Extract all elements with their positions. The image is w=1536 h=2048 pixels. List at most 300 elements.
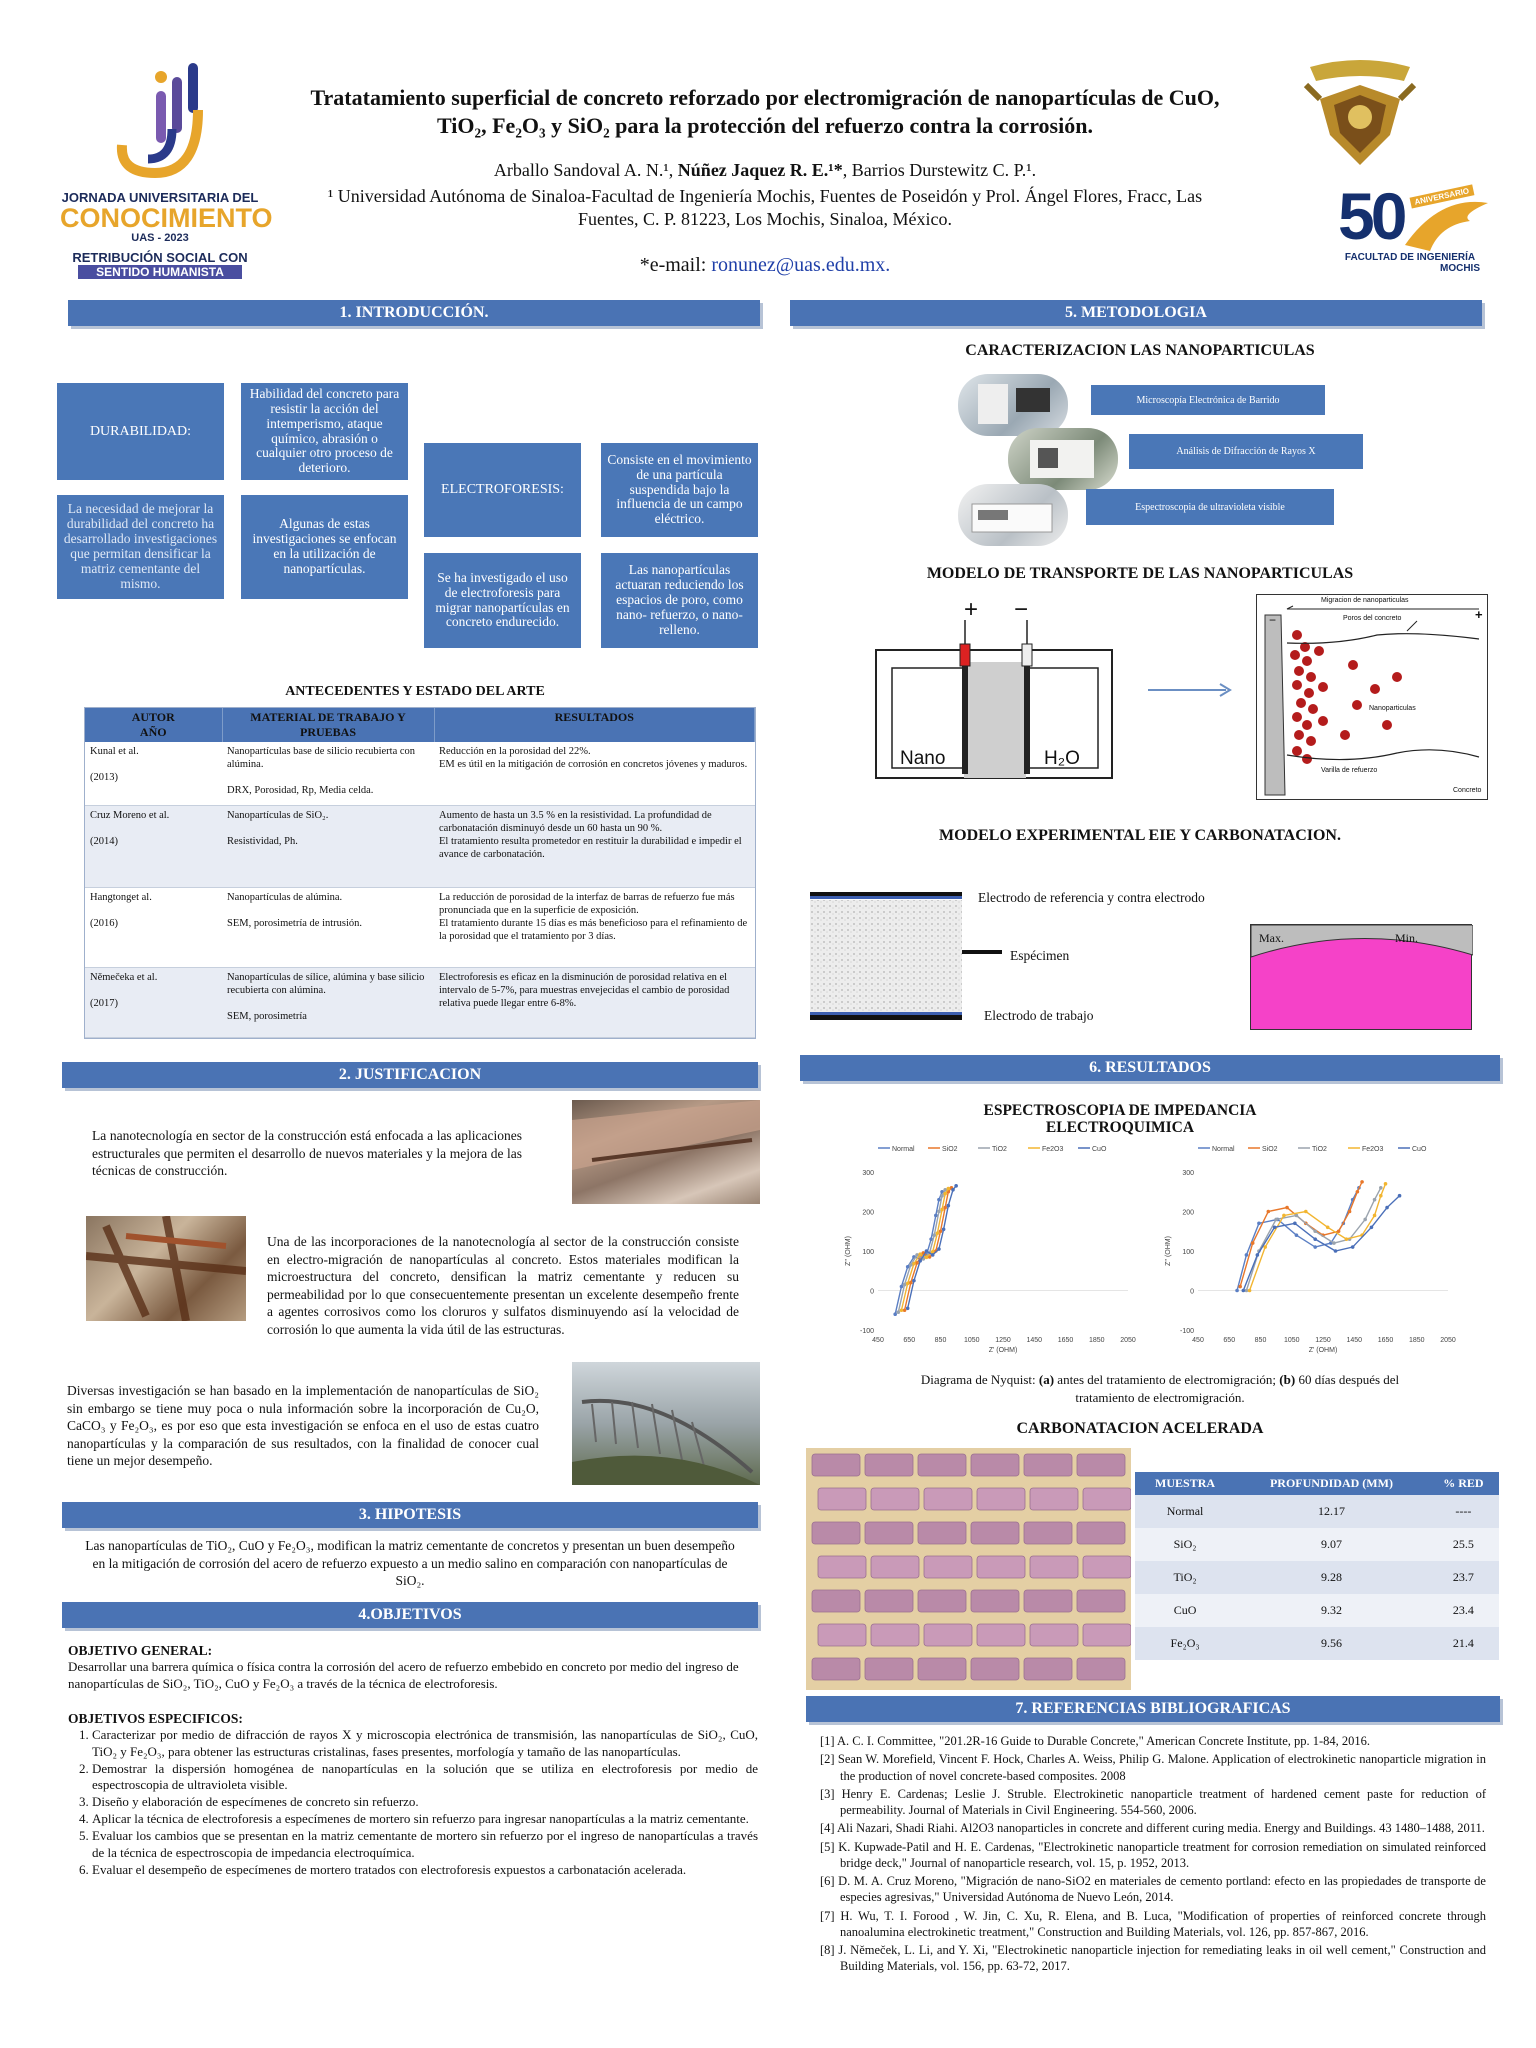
table-row bbox=[1135, 1561, 1499, 1594]
cell: Nanopartículas de SiO₂. Resistividad, Ph. bbox=[222, 805, 434, 887]
faculty-line2: MOCHIS bbox=[1440, 262, 1480, 274]
series-point bbox=[954, 1184, 958, 1188]
y-axis-label: Z'' (OHM) bbox=[1165, 1236, 1172, 1266]
beam-photo-icon bbox=[572, 1100, 760, 1204]
sample-block bbox=[924, 1488, 972, 1510]
cell: Hangtonget al. (2016) bbox=[85, 887, 222, 967]
y-axis-label: Z'' (OHM) bbox=[845, 1236, 852, 1266]
list-item: 5. Evaluar los cambios que se presentan en la matriz cementante de mortero sin refuerzo por el ingreso de nanopartículas a través de la técnica de espectroscopia de impedancia electroquímica. bbox=[92, 1828, 758, 1862]
x-tick-label: 1450 bbox=[1026, 1337, 1043, 1344]
railing-photo-icon bbox=[572, 1362, 760, 1485]
y-tick-label: 100 bbox=[1182, 1249, 1194, 1256]
objetivo-general-title: OBJETIVO GENERAL: bbox=[68, 1643, 213, 1658]
nanoparticle-zoom-diagram bbox=[1256, 594, 1488, 800]
sem-microscope-photo bbox=[958, 374, 1068, 436]
actuaron-box: Las nanopartículas actuaran reduciendo los espacios de poro, como nano- refuerzo, o nano-relleno. bbox=[601, 553, 758, 648]
sample-block bbox=[924, 1624, 972, 1646]
jornada-line3: UAS - 2023 bbox=[131, 232, 189, 244]
sample-block bbox=[1077, 1522, 1125, 1544]
series-point bbox=[1238, 1285, 1242, 1289]
sample-block bbox=[1077, 1658, 1125, 1680]
nyquist-caption bbox=[900, 1371, 1420, 1406]
list-item: [2] Sean W. Morefield, Vincent F. Hock, Charles A. Weiss, Philip G. Malone. Application of electrokinetic nanoparticle migration in the production of novel concrete-based composites. 2008 bbox=[820, 1752, 1486, 1783]
series-point bbox=[1313, 1245, 1317, 1249]
arrow-right-icon bbox=[1146, 680, 1236, 700]
y-tick-label: 100 bbox=[862, 1249, 874, 1256]
xrd-instrument-photo bbox=[1008, 428, 1118, 490]
legend-label: SiO2 bbox=[1262, 1146, 1278, 1153]
series-point bbox=[918, 1252, 922, 1256]
carbonatacion-title: CARBONATACION ACELERADA bbox=[1016, 1420, 1264, 1437]
table-row bbox=[85, 967, 755, 1037]
sample-block bbox=[865, 1522, 913, 1544]
cell: Nanopartículas de alúmina. SEM, porosimetría de intrusión. bbox=[222, 887, 434, 967]
sample-block bbox=[865, 1454, 913, 1476]
cell: CuO bbox=[1135, 1594, 1235, 1627]
sample-block bbox=[871, 1556, 919, 1578]
electroforesis-box: ELECTROFORESIS: bbox=[424, 443, 581, 537]
series-point bbox=[943, 1192, 947, 1196]
table-row bbox=[1135, 1594, 1499, 1627]
sample-block bbox=[977, 1488, 1025, 1510]
series-point bbox=[1256, 1253, 1260, 1257]
sample-block bbox=[971, 1658, 1019, 1680]
cell: SiO₂ bbox=[1135, 1528, 1235, 1561]
sample-block bbox=[977, 1624, 1025, 1646]
electro-cell-diagram bbox=[874, 596, 1114, 780]
series-point bbox=[925, 1249, 929, 1253]
table-row bbox=[1135, 1528, 1499, 1561]
sample-block bbox=[918, 1590, 966, 1612]
series-point bbox=[912, 1279, 916, 1283]
durabilidad-box: DURABILIDAD: bbox=[57, 383, 224, 480]
series-point bbox=[1370, 1226, 1374, 1230]
series-point bbox=[951, 1188, 955, 1192]
specimen-svg bbox=[810, 892, 962, 1022]
sample-block bbox=[971, 1590, 1019, 1612]
section-objetivos-header: 4.OBJETIVOS bbox=[62, 1602, 758, 1628]
series-point bbox=[1348, 1210, 1352, 1214]
x-tick-label: 1850 bbox=[1088, 1337, 1105, 1344]
section-referencias-header: 7. REFERENCIAS BIBLIOGRAFICAS bbox=[806, 1696, 1500, 1722]
uas-jornada-logo bbox=[60, 55, 273, 295]
series-point bbox=[1351, 1245, 1355, 1249]
series-point bbox=[1398, 1194, 1402, 1198]
y-tick-label: 300 bbox=[1182, 1170, 1194, 1177]
series-point bbox=[939, 1229, 943, 1233]
caption-pre: Diagrama de Nyquist: bbox=[920, 1372, 1039, 1387]
x-tick-label: 1050 bbox=[1283, 1337, 1300, 1344]
antecedentes-table-wrap bbox=[84, 707, 756, 1039]
cell: Nanopartículas base de silicio recubierta con alúmina. DRX, Porosidad, Rp, Media celda. bbox=[222, 742, 434, 805]
carbonation-diagram bbox=[1250, 924, 1472, 1030]
antecedentes-table bbox=[85, 708, 755, 1038]
legend-label: CuO bbox=[1412, 1146, 1427, 1153]
cell: Normal bbox=[1135, 1495, 1235, 1528]
series-point bbox=[1251, 1241, 1255, 1245]
table-row bbox=[1135, 1627, 1499, 1660]
sample-block bbox=[818, 1624, 866, 1646]
zoom-migracion-label: Migracion de nanoparticulas bbox=[1321, 597, 1409, 604]
caption-a: (a) bbox=[1038, 1372, 1055, 1387]
sample-block bbox=[1077, 1590, 1125, 1612]
aniversario-ribbon: ANIVERSARIO bbox=[1410, 185, 1474, 209]
poster-title bbox=[260, 84, 1270, 139]
uas-shield-logo bbox=[1300, 55, 1420, 175]
series-point bbox=[1379, 1194, 1383, 1198]
series-point bbox=[1337, 1229, 1341, 1233]
series-point bbox=[937, 1198, 941, 1202]
list-item: [6] D. M. A. Cruz Moreno, "Migración de nano-SiO2 en materiales de cemento portland: efecto en las propiedades de transporte de especies agresivas," Universidad Autónoma de Nuevo León, 2014. bbox=[820, 1874, 1486, 1905]
cell: 25.5 bbox=[1428, 1528, 1499, 1561]
series-point bbox=[940, 1208, 944, 1212]
jornada-logo-icon bbox=[60, 55, 260, 185]
authors bbox=[260, 160, 1270, 181]
legend-label: Normal bbox=[1212, 1146, 1235, 1153]
jornada-line2: CONOCIMIENTO bbox=[60, 203, 273, 233]
sample-block bbox=[1024, 1658, 1072, 1680]
fifty-numeral: 50 bbox=[1338, 179, 1404, 253]
eie-title: ESPECTROSCOPIA DE IMPEDANCIA ELECTROQUIMICA bbox=[983, 1102, 1257, 1137]
series-point bbox=[893, 1312, 897, 1316]
sample-block bbox=[971, 1454, 1019, 1476]
series-point bbox=[909, 1281, 913, 1285]
corroded-rebar-photo bbox=[86, 1216, 246, 1321]
tecnica-drx: Análisis de Difracción de Rayos X bbox=[1129, 434, 1363, 469]
series-point bbox=[900, 1285, 904, 1289]
justificacion-p3: Diversas investigación se han basado en la implementación de nanopartículas de SiO₂ sin embargo se tiene muy poca o nula información sobre la incorporación de Cu₂O, CaCO₃ y Fe₂O₃, es por eso que esta investigación se enfoca en el uso de estas cuatro nanopartículas y la comparación de sus resultados, con la finalidad de conocer cual tiene un mejor desempeño. bbox=[67, 1383, 539, 1469]
legend-label: TiO2 bbox=[992, 1146, 1007, 1153]
objetivo-general-text: Desarrollar una barrera química o física contra la corrosión del acero de refuerzo embebido en concreto por medio del ingreso de nanopartículas de SiO₂, TiO₂, CuO y Fe₂O₃ a través de la técnica de electroforesis. bbox=[68, 1659, 739, 1691]
nyquist-chart-a bbox=[838, 1140, 1138, 1360]
x-tick-label: 1650 bbox=[1377, 1337, 1394, 1344]
cell: 23.4 bbox=[1428, 1594, 1499, 1627]
series-line bbox=[1250, 1184, 1386, 1291]
exp-trabajo-label: Electrodo de trabajo bbox=[984, 1008, 1094, 1023]
sample-block bbox=[812, 1658, 860, 1680]
y-tick-label: 200 bbox=[862, 1209, 874, 1217]
sample-block bbox=[1024, 1454, 1072, 1476]
x-axis-label: Z' (OHM) bbox=[988, 1347, 1018, 1354]
nyquist-chart-b bbox=[1158, 1140, 1458, 1360]
series-point bbox=[906, 1265, 910, 1269]
nyquist-svg-b bbox=[1158, 1140, 1458, 1360]
sample-block bbox=[865, 1590, 913, 1612]
cell: Nanopartículas de sílice, alúmina y base silicio recubierta con alúmina. SEM, porosimetría bbox=[222, 967, 434, 1037]
sample-block bbox=[818, 1556, 866, 1578]
authors-post: , Barrios Durstewitz C. P.¹. bbox=[842, 160, 1037, 180]
hipotesis-text: Las nanopartículas de TiO₂, CuO y Fe₂O₃, modifican la matriz cementante de concretos y presentan un buen desempeño en la mitigación de corrosión del acero de refuerzo expuesto a un medio salino en comparación con nanopartículas de SiO₂. bbox=[85, 1538, 735, 1589]
legend-label: Fe2O3 bbox=[1362, 1146, 1384, 1153]
zoom-varilla-label: Varilla de refuerzo bbox=[1321, 767, 1378, 774]
cell: 9.07 bbox=[1235, 1528, 1428, 1561]
cell: Aumento de hasta un 3.5 % en la resistividad. La profundidad de carbonatación disminuyó desde un 60 hasta un 90 %. El tratamiento resulta prometedor en restituir la durabilidad e impedir el avance de carbonatación. bbox=[434, 805, 755, 887]
jornada-line5: SENTIDO HUMANISTA bbox=[78, 265, 242, 279]
series-point bbox=[906, 1282, 910, 1286]
samples-photo-icon bbox=[806, 1448, 1131, 1690]
series-point bbox=[1245, 1253, 1249, 1257]
sample-block bbox=[812, 1590, 860, 1612]
list-item: [3] Henry E. Cardenas; Leslie J. Struble. Electrokinetic nanoparticle treatment of hardened cement paste for reduction of permeability. Journal of Materials in Civil Engineering. 554-560, 2006. bbox=[820, 1786, 1486, 1817]
series-point bbox=[1257, 1222, 1261, 1226]
legend-label: Fe2O3 bbox=[1042, 1146, 1064, 1153]
email-label: *e-mail: bbox=[639, 254, 712, 276]
table-row bbox=[85, 742, 755, 805]
cell: 21.4 bbox=[1428, 1627, 1499, 1660]
sample-block bbox=[1024, 1590, 1072, 1612]
legend-label: SiO2 bbox=[942, 1146, 958, 1153]
series-point bbox=[1267, 1210, 1271, 1214]
legend-label: Normal bbox=[892, 1146, 915, 1153]
series-point bbox=[1273, 1226, 1277, 1230]
pointer-line-icon bbox=[962, 950, 1002, 956]
sample-block bbox=[1030, 1556, 1078, 1578]
y-tick-label: -100 bbox=[1179, 1328, 1194, 1335]
referencias-list bbox=[820, 1733, 1486, 1977]
cell: 9.28 bbox=[1235, 1561, 1428, 1594]
series-point bbox=[1235, 1289, 1239, 1293]
series-point bbox=[1384, 1182, 1388, 1186]
section-metodologia-header: 5. METODOLOGIA bbox=[790, 300, 1482, 326]
email-link[interactable]: ronunez@uas.edu.mx. bbox=[711, 254, 891, 276]
caption-mid: antes del tratamiento de electromigración; bbox=[1054, 1372, 1280, 1387]
y-tick-label: -100 bbox=[859, 1328, 874, 1335]
cell-nano-label: Nano bbox=[900, 748, 946, 769]
y-tick-label: 0 bbox=[1190, 1288, 1194, 1296]
antecedentes-title: ANTECEDENTES Y ESTADO DEL ARTE bbox=[285, 684, 545, 699]
caption-post: 60 días después del tratamiento de electromigración. bbox=[1075, 1372, 1400, 1405]
transporte-title: MODELO DE TRANSPORTE DE LAS NANOPARTICULAS bbox=[926, 565, 1354, 582]
sem-photo-icon bbox=[958, 374, 1068, 436]
caption-b: (b) bbox=[1279, 1372, 1296, 1387]
objetivos-especificos-title: OBJETIVOS ESPECIFICOS: bbox=[68, 1710, 243, 1726]
x-tick-label: 2050 bbox=[1120, 1337, 1136, 1344]
series-point bbox=[900, 1308, 904, 1312]
cell: Kunal et al. (2013) bbox=[85, 742, 222, 805]
experimental-title: MODELO EXPERIMENTAL EIE Y CARBONATACION. bbox=[939, 827, 1341, 844]
series-point bbox=[1293, 1222, 1297, 1226]
plus-terminal: + bbox=[964, 596, 979, 623]
affiliation bbox=[260, 185, 1270, 232]
series-point bbox=[1263, 1245, 1267, 1249]
x-tick-label: 1650 bbox=[1057, 1337, 1074, 1344]
carb-max-label: Max. bbox=[1259, 931, 1284, 945]
series-point bbox=[1345, 1237, 1349, 1241]
x-tick-label: 650 bbox=[903, 1337, 916, 1344]
x-tick-label: 450 bbox=[872, 1337, 884, 1344]
sample-block bbox=[1083, 1624, 1131, 1646]
carbonatacion-table bbox=[1135, 1472, 1499, 1660]
col-muestra: MUESTRA bbox=[1135, 1472, 1235, 1495]
list-item: [1] A. C. I. Committee, "201.2R-16 Guide to Durable Concrete," American Concrete Institute, pp. 1-84, 2016. bbox=[820, 1734, 1371, 1748]
cell: TiO₂ bbox=[1135, 1561, 1235, 1594]
series-point bbox=[1332, 1241, 1336, 1245]
eagle-wing-icon bbox=[1400, 195, 1490, 255]
series-point bbox=[1285, 1206, 1289, 1210]
list-item: 3. Diseño y elaboración de especímenes de concreto sin refuerzo. bbox=[92, 1794, 758, 1811]
list-item: 1. Caracterizar por medio de difracción de rayos X y microscopia electrónica de transmisión, las nanopartículas de SiO₂, CuO, TiO₂ y Fe₂O₃, para obtener las estructuras cristalinas, fases presentes, morfología y tamaño de las nanopartículas. bbox=[92, 1727, 758, 1761]
consiste-box: Consiste en el movimiento de una partícula suspendida bajo la influencia de un campo eléctrico. bbox=[601, 443, 758, 537]
series-point bbox=[1379, 1186, 1383, 1190]
series-point bbox=[1313, 1229, 1317, 1233]
series-point bbox=[1356, 1190, 1360, 1194]
x-tick-label: 650 bbox=[1223, 1337, 1236, 1344]
sample-block bbox=[977, 1556, 1025, 1578]
authors-corresponding: Núñez Jaquez R. E.¹* bbox=[677, 160, 843, 180]
uv-vis-photo bbox=[958, 484, 1068, 546]
xrd-photo-icon bbox=[1008, 428, 1118, 490]
sample-block bbox=[871, 1624, 919, 1646]
series-point bbox=[906, 1306, 910, 1310]
x-tick-label: 1050 bbox=[963, 1337, 980, 1344]
col-red: % RED bbox=[1428, 1472, 1499, 1495]
x-tick-label: 1850 bbox=[1408, 1337, 1425, 1344]
faculty-line1: FACULTAD DE INGENIERÍA bbox=[1344, 251, 1476, 263]
series-point bbox=[1385, 1206, 1389, 1210]
algunas-box: Algunas de estas investigaciones se enfocan en la utilización de nanopartículas. bbox=[241, 495, 408, 599]
x-tick-label: 2050 bbox=[1440, 1337, 1456, 1344]
series-point bbox=[1245, 1289, 1249, 1293]
justificacion-p1: La nanotecnología en sector de la construcción está enfocada a las aplicaciones estructurales que permiten el desarrollo de nuevos materiales y la mejora de las técnicas de construcción. bbox=[92, 1128, 522, 1179]
y-tick-label: 0 bbox=[870, 1288, 874, 1296]
x-tick-label: 1450 bbox=[1346, 1337, 1363, 1344]
objetivos-especificos-list bbox=[68, 1727, 758, 1879]
sample-block bbox=[971, 1522, 1019, 1544]
series-point bbox=[1334, 1249, 1338, 1253]
section-resultados-header: 6. RESULTADOS bbox=[800, 1055, 1500, 1081]
eagle-shield-icon bbox=[1300, 55, 1420, 175]
nyquist-svg-a bbox=[838, 1140, 1138, 1360]
sample-block bbox=[1077, 1454, 1125, 1476]
series-point bbox=[934, 1214, 938, 1218]
series-point bbox=[1295, 1214, 1299, 1218]
series-point bbox=[931, 1253, 935, 1257]
series-point bbox=[1295, 1233, 1299, 1237]
cell: Reducción en la porosidad del 22%. EM es útil en la mitigación de corrosión en concretos jóvenes y maduros. bbox=[434, 742, 755, 805]
list-item: 2. Demostrar la dispersión homogénea de nanopartículas en la solución que se utiliza en electroforesis por medio de espectroscopia de ultravioleta visible. bbox=[92, 1761, 758, 1795]
affiliation-line1: ¹ Universidad Autónoma de Sinaloa-Facultad de Ingeniería Mochis, Fuentes de Poseidón y Prol. Ángel Flores, Fracc, Las bbox=[327, 186, 1203, 206]
y-tick-label: 200 bbox=[1182, 1209, 1194, 1217]
x-tick-label: 850 bbox=[934, 1337, 947, 1344]
cell: Němečeka et al. (2017) bbox=[85, 967, 222, 1037]
caracterizacion-title: CARACTERIZACION LAS NANOPARTICULAS bbox=[965, 342, 1315, 359]
legend-label: CuO bbox=[1092, 1146, 1107, 1153]
tecnica-sem: Microscopía Electrónica de Barrido bbox=[1091, 385, 1325, 415]
cell: 9.32 bbox=[1235, 1594, 1428, 1627]
series-point bbox=[932, 1233, 936, 1237]
carbonation-samples-photo bbox=[806, 1448, 1131, 1690]
sample-block bbox=[818, 1488, 866, 1510]
series-point bbox=[1360, 1180, 1364, 1184]
list-item: [8] J. Němeček, L. Li, and Y. Xi, "Electrokinetic nanoparticle injection for remediating leaks in oil well cement," Construction and Building Materials, vol. 156, pp. 63-72, 2017. bbox=[820, 1943, 1486, 1974]
series-point bbox=[1313, 1237, 1317, 1241]
y-tick-label: 300 bbox=[862, 1170, 874, 1177]
section-justificacion-header: 2. JUSTIFICACION bbox=[62, 1062, 758, 1088]
series-point bbox=[925, 1256, 929, 1260]
authors-pre: Arballo Sandoval A. N.¹, bbox=[493, 160, 678, 180]
cell-water-label: H₂O bbox=[1044, 748, 1080, 769]
cell: 12.17 bbox=[1235, 1495, 1428, 1528]
series-point bbox=[1242, 1289, 1246, 1293]
email-line bbox=[260, 254, 1270, 277]
series-point bbox=[942, 1227, 946, 1231]
col-autor: AUTOR AÑO bbox=[85, 708, 222, 742]
col-resultados: RESULTADOS bbox=[434, 708, 755, 742]
series-point bbox=[937, 1247, 941, 1251]
rebar-photo-icon bbox=[86, 1216, 246, 1321]
sample-block bbox=[871, 1488, 919, 1510]
investigado-box: Se ha investigado el uso de electroforesis para migrar nanopartículas en concreto endurecido. bbox=[424, 553, 581, 648]
series-point bbox=[947, 1187, 951, 1191]
series-point bbox=[1248, 1289, 1252, 1293]
series-point bbox=[903, 1283, 907, 1287]
justificacion-p2: Una de las incorporaciones de la nanotecnología al sector de la construcción consiste en electro-migración de nanopartículas al concreto. Estos materiales modifican la microestructura del concreto, densifican la matriz cementante y reducen su permeabilidad por lo que consecuentemente presentan un excelente desempeño frente a agentes corrosivos como los cloruros y sulfatos disminuyendo así la velocidad de corrosión lo que aumenta la vida útil de las estructuras. bbox=[267, 1234, 739, 1337]
list-item: 6. Evaluar el desempeño de especímenes de mortero tratados con electroforesis expuestos a carbonatación acelerada. bbox=[92, 1862, 758, 1879]
series-point bbox=[909, 1263, 913, 1267]
cell: Cruz Moreno et al. (2014) bbox=[85, 805, 222, 887]
cell: La reducción de porosidad de la interfaz de barras de refuerzo fue más pronunciada que en la superficie de exposición. El tratamiento durante 15 días es más beneficioso para el refinamiento de la porosidad que el tratamiento por 3 días. bbox=[434, 887, 755, 967]
cell: 23.7 bbox=[1428, 1561, 1499, 1594]
sample-block bbox=[924, 1556, 972, 1578]
series-point bbox=[1304, 1210, 1308, 1214]
cell: Fe₂O₃ bbox=[1135, 1627, 1235, 1660]
sample-block bbox=[1030, 1624, 1078, 1646]
series-line bbox=[1240, 1182, 1362, 1287]
sample-block bbox=[865, 1658, 913, 1680]
zoom-nano-label: Nanoparticulas bbox=[1369, 705, 1416, 712]
exp-especimen-label: Espécimen bbox=[1010, 948, 1070, 963]
col-material: MATERIAL DE TRABAJO Y PRUEBAS bbox=[222, 708, 434, 742]
series-point bbox=[1274, 1218, 1278, 1222]
list-item: [7] H. Wu, T. I. Forood , W. Jin, C. Xu, R. Elena, and B. Luca, "Modification of properties of reinforced concrete through nanoalumina electrokinetic treatment," Construction and Building Materials, vol. 126, pp. 857-867, 2016. bbox=[820, 1908, 1486, 1939]
zoom-plus-label: + bbox=[1475, 607, 1483, 622]
series-point bbox=[937, 1210, 941, 1214]
series-point bbox=[1326, 1226, 1330, 1230]
objetivos-block bbox=[68, 1643, 758, 1879]
series-point bbox=[1363, 1218, 1367, 1222]
table-row bbox=[85, 887, 755, 967]
series-point bbox=[947, 1204, 951, 1208]
sample-block bbox=[918, 1658, 966, 1680]
sample-block bbox=[918, 1522, 966, 1544]
affiliation-line2: Fuentes, C. P. 81223, Los Mochis, Sinaloa, México. bbox=[578, 209, 952, 230]
list-item: 4. Aplicar la técnica de electroforesis a especímenes de mortero sin refuerzo para ingresar nanopartículas a la matriz cementante. bbox=[92, 1811, 758, 1828]
series-point bbox=[936, 1231, 940, 1235]
zoom-minus-label: − bbox=[1269, 613, 1277, 627]
tecnica-uv: Espectroscopia de ultravioleta visible bbox=[1086, 489, 1334, 525]
list-item: [4] Ali Nazari, Shadi Riahi. Al2O3 nanoparticles in concrete and different curing media. Energy and Buildings. 43 1480–1488, 2011. bbox=[820, 1821, 1485, 1836]
uv-photo-icon bbox=[958, 484, 1068, 546]
zoom-concreto-label: Concreto bbox=[1453, 787, 1482, 794]
list-item: [5] K. Kupwade-Patil and H. E. Cardenas, "Electrokinetic nanoparticle treatment for corrosion remediation on simulated reinforced bridge deck," Journal of nanoparticle research, vol. 15, p. 1952, 2013. bbox=[820, 1839, 1486, 1870]
sample-block bbox=[812, 1522, 860, 1544]
section-intro-header: 1. INTRODUCCIÓN. bbox=[68, 300, 760, 326]
carbonation-front-svg bbox=[1251, 925, 1473, 965]
series-point bbox=[940, 1194, 944, 1198]
carb-min-label: Min. bbox=[1395, 931, 1419, 945]
sample-block bbox=[1083, 1488, 1131, 1510]
faculty-50-logo bbox=[1330, 179, 1490, 295]
series-point bbox=[943, 1206, 947, 1210]
series-point bbox=[1373, 1198, 1377, 1202]
series-point bbox=[912, 1262, 916, 1266]
sample-block bbox=[1083, 1556, 1131, 1578]
table-row bbox=[1135, 1495, 1499, 1528]
habilidad-box: Habilidad del concreto para resistir la acción del intemperismo, ataque químico, abrasión o cualquier otro proceso de deterioro. bbox=[241, 383, 408, 480]
sample-block bbox=[918, 1454, 966, 1476]
cell: 9.56 bbox=[1235, 1627, 1428, 1660]
x-tick-label: 850 bbox=[1254, 1337, 1267, 1344]
